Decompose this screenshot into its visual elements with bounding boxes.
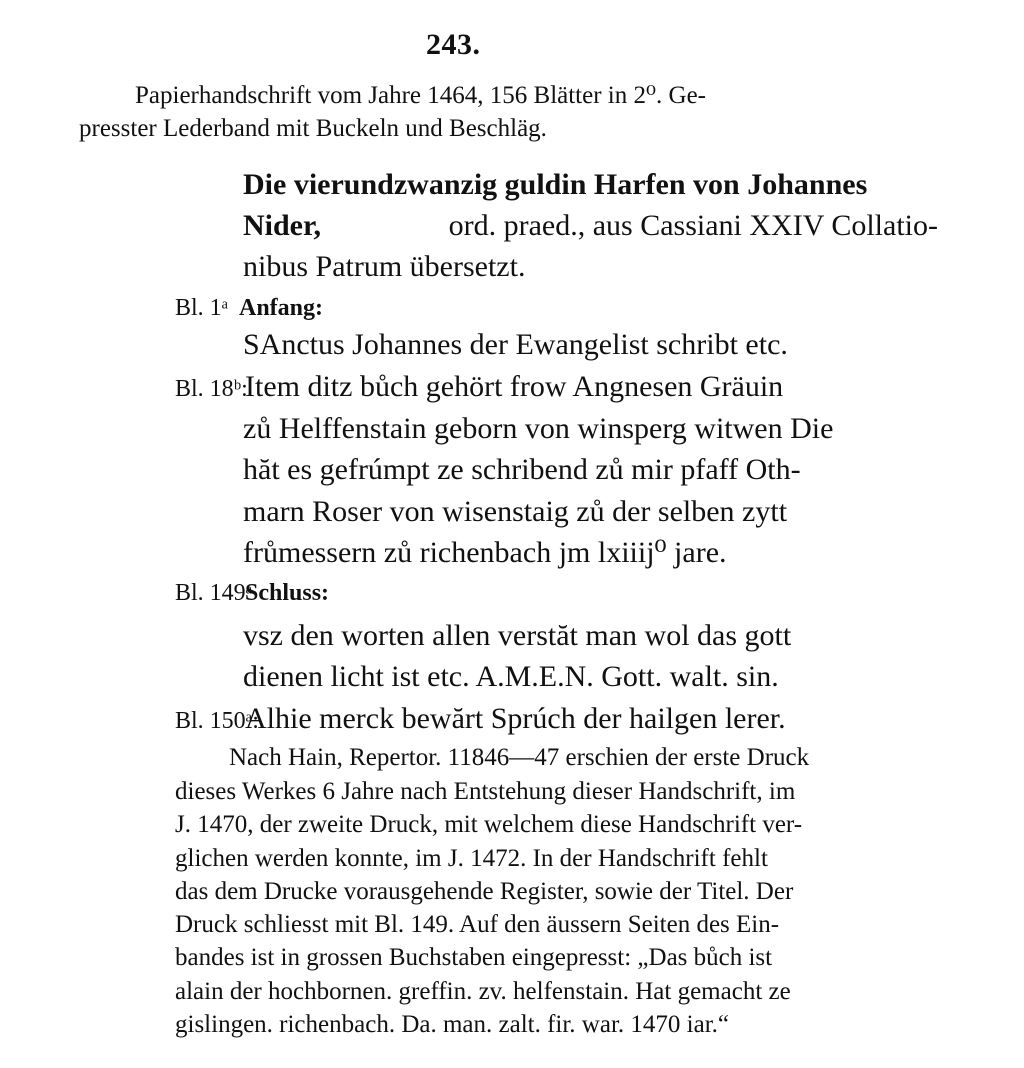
anfang-text: SAnctus Johannes der Ewangelist schribt etc. [243, 328, 788, 361]
note-line-2: dieses Werkes 6 Jahre nach Entstehung dieser Handschrift, im [175, 778, 796, 805]
note-line-7: bandes ist in grossen Buchstaben eingepresst: „Das bůch ist [175, 944, 773, 971]
title-line-3: nibus Patrum übersetzt. [243, 250, 526, 283]
anfang-heading [175, 296, 323, 320]
item150-reference: Bl. 150ᵃ: [175, 708, 259, 734]
title-line-2 [243, 211, 938, 241]
item18-line-5: frůmessern zů richenbach jm lxiiij⁰ jare. [243, 536, 727, 569]
item150-text: Alhie merck bewărt Sprúch der hailgen lerer. [245, 702, 786, 735]
schluss-heading [175, 581, 329, 605]
note-line-6: Druck schliesst mit Bl. 149. Auf den äussern Seiten des Ein- [175, 911, 780, 938]
anfang-label: Anfang: [239, 295, 324, 321]
note-line-5: das dem Drucke vorausgehende Register, sowie der Titel. Der [175, 878, 794, 905]
note-line-3: J. 1470, der zweite Druck, mit welchem diese Handschrift ver- [175, 811, 803, 838]
schluss-line-2: dienen licht ist etc. A.M.E.N. Gott. walt. sin. [243, 660, 779, 693]
item18-line-1-text: Item ditz bůch gehört frow Angnesen Gräuin [245, 370, 784, 403]
anfang-reference: Bl. 1ᵃ [175, 295, 229, 321]
title-line-1: Die vierundzwanzig guldin Harfen von Johannes [243, 168, 868, 201]
schluss-line-1: vsz den worten allen verstăt man wol das gott [243, 619, 792, 652]
header-line-2: presster Lederband mit Buckeln und Beschläg. [79, 115, 547, 142]
title-line-2-rest: ord. praed., aus Cassiani XXIV Collatio- [448, 209, 938, 242]
item18-line-4: marn Roser von wisenstaig zů der selben zytt [243, 495, 788, 528]
item18-line-3: hăt es gefrúmpt ze schribend zů mir pfaff Oth- [243, 453, 801, 486]
item150-line [175, 704, 786, 734]
note-line-8: alain der hochbornen. greffin. zv. helfenstain. Hat gemacht ze [175, 978, 791, 1005]
title-author: Nider, [243, 209, 322, 242]
note-line-4: glichen werden konnte, im J. 1472. In der Handschrift fehlt [175, 845, 768, 872]
schluss-label: Schluss: [245, 580, 330, 606]
item18-reference: Bl. 18ᵇ: [175, 376, 248, 402]
note-line-9: gislingen. richenbach. Da. man. zalt. fir. war. 1470 iar.“ [175, 1011, 729, 1038]
item18-line-1 [175, 372, 783, 402]
header-line-1: Papierhandschrift vom Jahre 1464, 156 Blätter in 2⁰. Ge- [135, 82, 706, 109]
schluss-reference: Bl. 149ᵃ [175, 580, 253, 606]
page-number: 243. [426, 28, 481, 61]
item18-line-2: zů Helffenstain geborn von winsperg witwen Die [243, 412, 834, 445]
note-line-1: Nach Hain, Repertor. 11846—47 erschien der erste Druck [229, 744, 810, 771]
